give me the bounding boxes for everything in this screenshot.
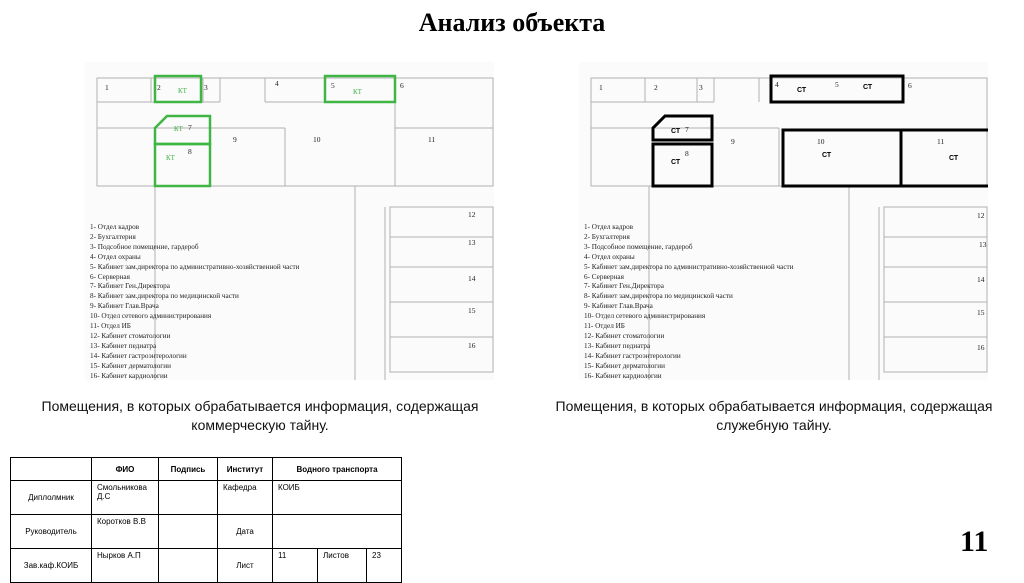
room-number: 16 [468, 341, 476, 350]
room-number: 1 [599, 83, 603, 92]
legend-item: 2- Бухгалтерия [90, 232, 136, 241]
caption-official: Помещения, в которых обрабатывается информация, содержащая служебную тайну. [555, 398, 993, 433]
legend-list [90, 223, 300, 382]
name-cell: Коротков В.В [92, 515, 159, 549]
legend-item: 13- Кабинет педиатра [90, 341, 157, 350]
room-number: 9 [731, 137, 735, 146]
room-number: 14 [468, 274, 476, 283]
room-number: 14 [977, 275, 985, 284]
room-mark: КТ [166, 154, 175, 162]
legend-item: 4- Отдел охраны [90, 252, 141, 261]
legend-item: 14- Кабинет гастроэнтерологии [90, 351, 187, 360]
room-number: 11 [937, 137, 945, 146]
name-cell: Нырков А.П [92, 549, 159, 583]
header-cell: Водного транспорта [273, 458, 402, 481]
value-cell: 11 [273, 549, 318, 583]
header-cell: Институт [218, 458, 273, 481]
title-block-header [11, 458, 402, 481]
value-cell: КОИБ [273, 481, 402, 515]
legend-item: 3- Подсобное помещение, гардероб [90, 242, 199, 251]
legend-item: 7- Кабинет Ген.Директора [90, 282, 170, 291]
legend-item: 12- Кабинет стоматологии [584, 331, 665, 340]
legend-item: 8- Кабинет зам.директора по медицинской части [90, 292, 239, 301]
signature-cell [159, 515, 218, 549]
room-number: 12 [468, 210, 476, 219]
highlighted-rooms [653, 76, 988, 186]
legend-item: 1- Отдел кадров [90, 223, 140, 231]
room-mark: СТ [671, 128, 681, 135]
legend-item: 13- Кабинет педиатра [584, 341, 651, 350]
room-mark: СТ [822, 152, 832, 159]
room-number: 5 [331, 81, 335, 90]
legend-item: 7- Кабинет Ген.Директора [584, 282, 664, 291]
legend-item: 6- Серверная [584, 272, 624, 281]
legend-item: 11- Отдел ИБ [90, 322, 131, 331]
room-8-highlight [155, 144, 210, 186]
room-mark: КТ [353, 88, 362, 96]
room-number: 10 [817, 137, 825, 146]
legend-list [584, 223, 794, 382]
legend-item: 8- Кабинет зам.директора по медицинской части [584, 292, 733, 301]
room-number: 6 [400, 81, 404, 90]
legend-item: 3- Подсобное помещение, гардероб [584, 242, 693, 251]
floor-plan-commercial [85, 62, 494, 380]
role-cell: Руководитель [11, 515, 92, 549]
legend-item: 5- Кабинет зам.директора по административно-хозяйственной части [584, 262, 794, 271]
room-number: 8 [685, 149, 689, 158]
room-number: 7 [188, 123, 192, 132]
room-mark: СТ [863, 84, 873, 91]
room-number: 6 [908, 81, 912, 90]
signature-cell [159, 481, 218, 515]
title-block-row [11, 481, 402, 515]
legend-item: 15- Кабинет дерматологии [584, 361, 665, 370]
legend-item: 16- Кабинет кардиологии [90, 371, 168, 380]
room-number: 15 [468, 306, 476, 315]
legend-item: 9- Кабинет Глав.Врача [90, 302, 159, 311]
room-mark: КТ [178, 87, 187, 95]
room-mark: КТ [174, 125, 183, 133]
room-number: 1 [105, 83, 109, 92]
room-number: 13 [468, 238, 476, 247]
room-8-highlight [653, 144, 712, 186]
room-mark: СТ [797, 87, 807, 94]
room-number: 7 [685, 125, 689, 134]
label-cell: Лист [218, 549, 273, 583]
legend-item: 14- Кабинет гастроэнтерологии [584, 351, 681, 360]
legend-item: 2- Бухгалтерия [584, 232, 630, 241]
label-cell: Дата [218, 515, 273, 549]
value-cell: 23 [367, 549, 402, 583]
room-number: 11 [428, 135, 436, 144]
signature-cell [159, 549, 218, 583]
room-number: 16 [977, 343, 985, 352]
label-cell: Листов [318, 549, 367, 583]
room-number: 3 [204, 83, 208, 92]
name-cell: Смольникова Д.С [92, 481, 159, 515]
title-block-row [11, 515, 402, 549]
room-number: 3 [699, 83, 703, 92]
room-number: 4 [275, 79, 279, 88]
legend-item: 16- Кабинет кардиологии [584, 371, 662, 380]
room-number: 15 [977, 308, 985, 317]
room-number: 12 [977, 211, 985, 220]
legend-item: 9- Кабинет Глав.Врача [584, 302, 653, 311]
floor-plan-official [579, 62, 988, 380]
room-number: 8 [188, 147, 192, 156]
value-cell [273, 515, 402, 549]
label-cell: Кафедра [218, 481, 273, 515]
legend-item: 10- Отдел сетевого администрирования [90, 312, 212, 321]
role-cell: Зав.каф.КОИБ [11, 549, 92, 583]
legend-item: 10- Отдел сетевого администрирования [584, 312, 706, 321]
legend-item: 11- Отдел ИБ [584, 322, 625, 331]
room-number: 2 [654, 83, 658, 92]
role-cell: Диплолмник [11, 481, 92, 515]
room-number: 9 [233, 135, 237, 144]
room-number: 2 [157, 83, 161, 92]
room-mark: СТ [671, 159, 681, 166]
legend-item: 1- Отдел кадров [584, 223, 634, 231]
legend-item: 4- Отдел охраны [584, 252, 635, 261]
caption-commercial: Помещения, в которых обрабатывается информация, содержащая коммерческую тайну. [41, 398, 479, 433]
room-number: 10 [313, 135, 321, 144]
header-cell: ФИО [92, 458, 159, 481]
page-number: 11 [960, 525, 989, 558]
page-title: Анализ объекта [418, 8, 606, 37]
legend-item: 6- Серверная [90, 272, 130, 281]
legend-item: 15- Кабинет дерматологии [90, 361, 171, 370]
room-mark: СТ [949, 155, 959, 162]
title-block-row [11, 549, 402, 583]
legend-item: 5- Кабинет зам.директора по административно-хозяйственной части [90, 262, 300, 271]
header-cell: Подпись [159, 458, 218, 481]
title-block [10, 457, 402, 583]
legend-item: 12- Кабинет стоматологии [90, 331, 171, 340]
room-number: 5 [835, 80, 839, 89]
room-number: 13 [979, 240, 987, 249]
room-number: 4 [775, 80, 779, 89]
